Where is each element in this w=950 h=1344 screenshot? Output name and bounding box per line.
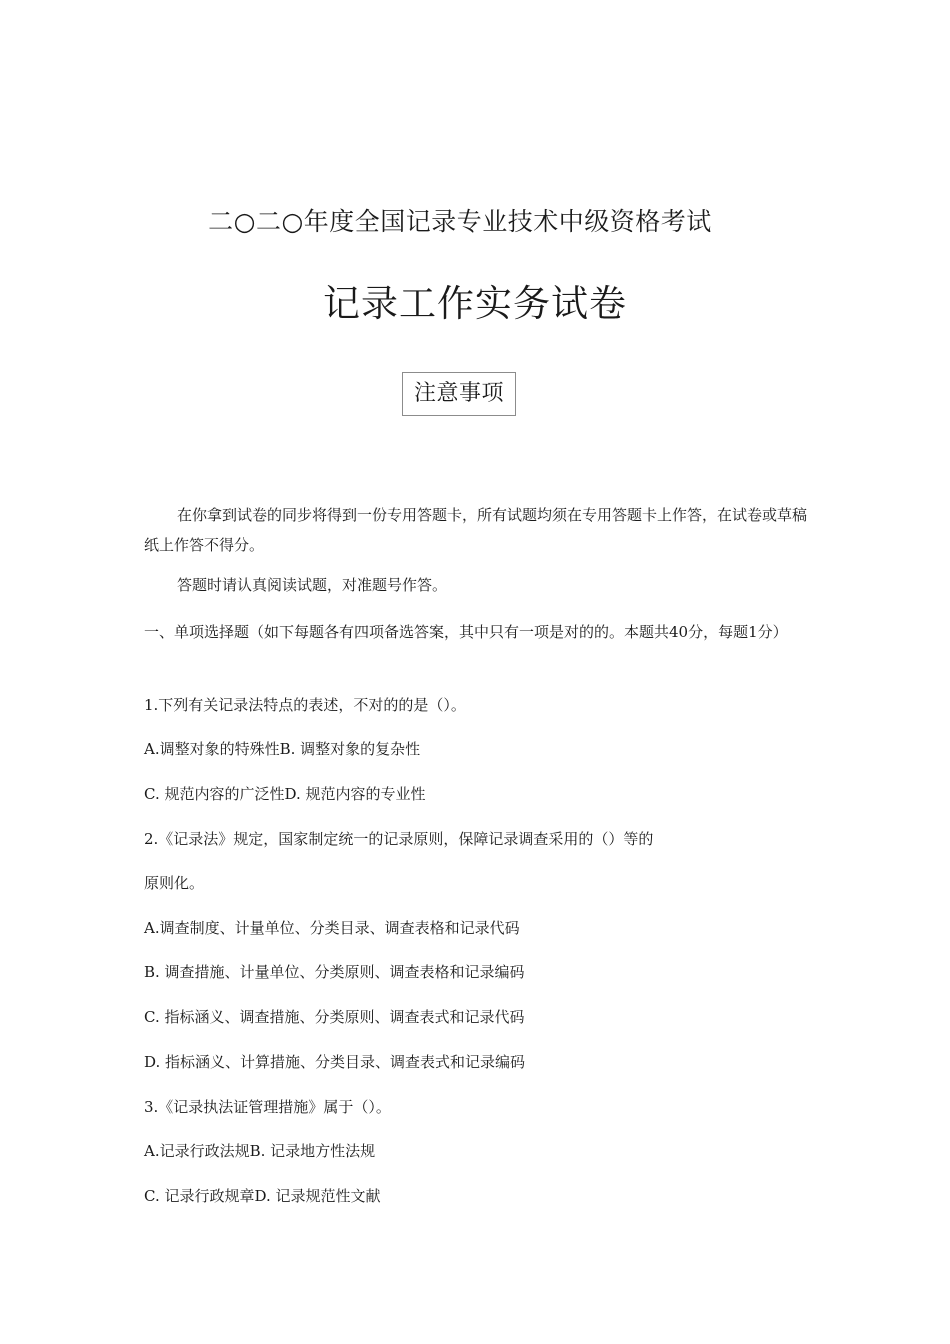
question-1-option-line-2: C. 规范内容的广泛性D. 规范内容的专业性 (144, 785, 426, 803)
question-3-stem: 3.《记录执法证管理措施》属于（）。 (144, 1098, 391, 1116)
question-1-option-line-1: A.调整对象的特殊性B. 调整对象的复杂性 (144, 740, 421, 758)
question-2-stem: 2.《记录法》规定，国家制定统一的记录原则，保障记录调查采用的（）等的 (144, 830, 654, 848)
paper-title: 记录工作实务试卷 (323, 282, 627, 325)
question-2-option-c: C. 指标涵义、调查措施、分类原则、调查表式和记录代码 (144, 1008, 525, 1026)
instruction-paragraph-2: 答题时请认真阅读试题，对准题号作答。 (177, 576, 448, 594)
question-3-option-line-1: A.记录行政法规B. 记录地方性法规 (144, 1142, 376, 1160)
question-1-stem: 1.下列有关记录法特点的表述，不对的的是（）。 (144, 696, 466, 714)
section-heading-single-choice: 一、单项选择题（如下每题各有四项备选答案，其中只有一项是对的的。本题共40分，每题1分） (144, 623, 788, 641)
question-2-stem-continued: 原则化。 (144, 874, 205, 892)
question-2-option-a: A.调查制度、计量单位、分类目录、调查表格和记录代码 (144, 919, 520, 937)
exam-title: 二○二○年度全国记录专业技术中级资格考试 (208, 207, 712, 236)
instruction-paragraph-1: 在你拿到试卷的同步将得到一份专用答题卡，所有试题均须在专用答题卡上作答，在试卷或草稿纸上作答不得分。 (144, 506, 808, 554)
notice-heading-box: 注意事项 (402, 372, 516, 416)
question-2-option-b: B. 调查措施、计量单位、分类原则、调查表格和记录编码 (144, 963, 525, 981)
question-2-option-d: D. 指标涵义、计算措施、分类目录、调查表式和记录编码 (144, 1053, 526, 1071)
question-3-option-line-2: C. 记录行政规章D. 记录规范性文献 (144, 1187, 381, 1205)
